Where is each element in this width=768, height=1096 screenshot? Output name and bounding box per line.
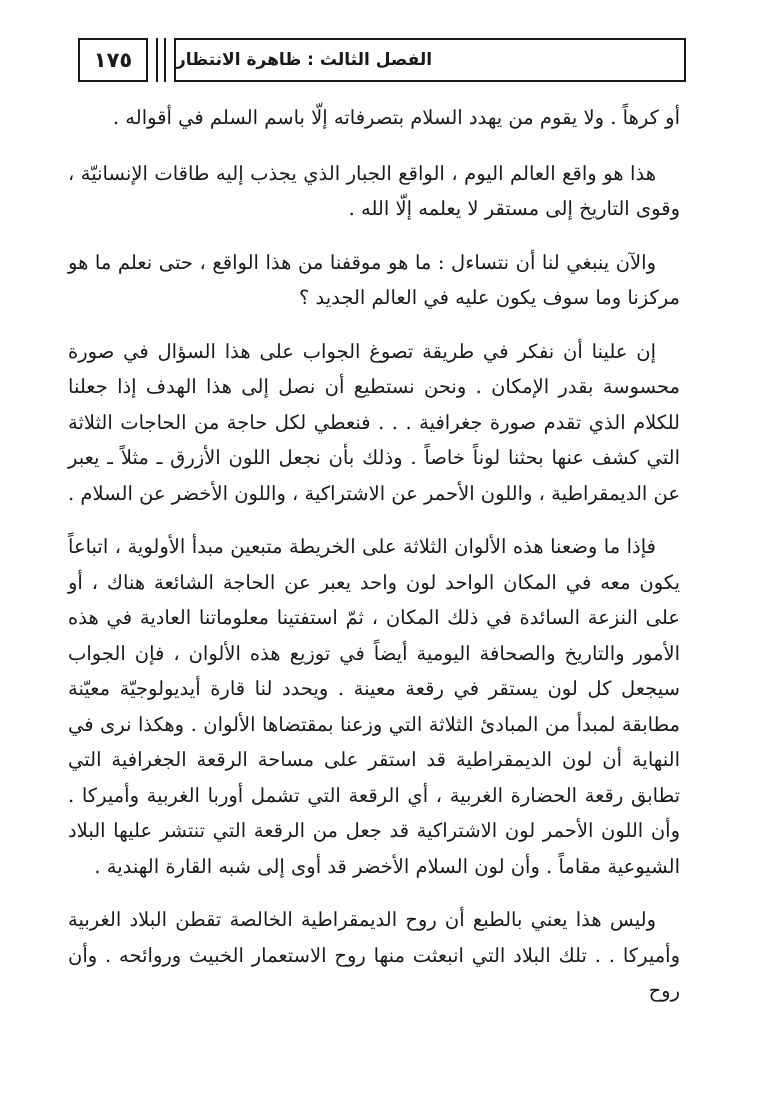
header-divider-rule [156,38,158,82]
paragraph: إن علينا أن نفكر في طريقة تصوغ الجواب على هذا السؤال في صورة محسوسة بقدر الإمكان . ونحن نستطيع أن نصل إلى هذا الهدف إذا جعلنا للكلام الذي تقدم صورة جغرافية . . . فنعطي لكل حاجة من الحاجات الثلاثة التي كشف عنها بحثنا لوناً خاصاً . وذلك بأن نجعل اللون الأزرق ـ مثلاً ـ يعبر عن الديمقراطية ، واللون الأحمر عن الاشتراكية ، واللون الأخضر عن السلام . [68,339,680,505]
paragraph: وليس هذا يعني بالطبع أن روح الديمقراطية الخالصة تقطن البلاد الغربية وأميركا . . تلك البلاد التي انبعثت منها روح الاستعمار الخبيث وروائحه . وأن روح [68,908,680,1002]
chapter-title [174,38,686,82]
header-divider-rule [164,38,166,82]
body-text [68,100,680,1027]
paragraph: أو كرهاً . ولا يقوم من يهدد السلام بتصرفاته إلّا باسم السلم في أقواله . [112,106,680,129]
paragraph: والآن ينبغي لنا أن نتساءل : ما هو موقفنا من هذا الواقع ، حتى نعلم ما هو مركزنا وما سوف يكون عليه في العالم الجديد ؟ [68,250,680,309]
chapter-title-text: الفصل الثالث : ظاهرة الانتظار [176,50,433,70]
paragraph: فإذا ما وضعنا هذه الألوان الثلاثة على الخريطة متبعين مبدأ الأولوية ، اتباعاً يكون معه في المكان الواحد لون واحد يعبر عن الحاجة الشائعة هناك ، أو على النزعة السائدة في ذلك المكان ، ثمّ استفتينا معلوماتنا العادية في هذه الأمور والتاريخ والصحافة اليومية أيضاً في توزيع هذه الألوان ، فإن الجواب سيجعل كل لون يستقر في رقعة معينة . ويحدد لنا قارة أيديولوجيّة معيّنة مطابقة لمبدأ من المبادئ الثلاثة التي وزعنا بمقتضاها الألوان . وهكذا نرى في النهاية أن لون الديمقراطية قد استقر على مساحة الرقعة الجغرافية التي تطابق رقعة الحضارة الغربية ، أي الرقعة التي تشمل أوربا الغربية وأميركا . وأن اللون الأحمر لون الاشتراكية قد جعل من الرقعة التي تنتشر عليها البلاد الشيوعية مقاماً . وأن لون السلام الأخضر قد أوى إلى شبه القارة الهندية . [68,535,680,878]
paragraph: هذا هو واقع العالم اليوم ، الواقع الجبار الذي يجذب إليه طاقات الإنسانيّة ، وقوى التاريخ إلى مستقر لا يعلمه إلّا الله . [68,161,680,220]
page-number: ١٧٥ [78,38,148,82]
running-header [78,38,686,84]
